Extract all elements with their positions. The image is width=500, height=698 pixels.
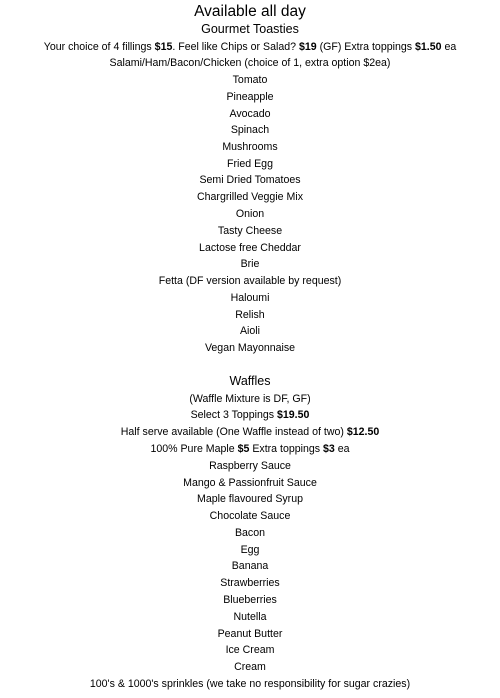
waffle-topping: Ice Cream [225, 644, 275, 656]
waffle-topping: 100's & 1000's sprinkles (we take no responsibility for sugar crazies) [89, 678, 411, 690]
toastie-item: Onion [235, 208, 265, 220]
waffle-half-line: Half serve available (One Waffle instead of two) $12.50 [120, 426, 380, 438]
waffle-mixture-note: (Waffle Mixture is DF, GF) [189, 393, 311, 405]
waffle-maple-line: 100% Pure Maple $5 Extra toppings $3 ea [150, 443, 350, 455]
toastie-item: Fetta (DF version available by request) [158, 275, 342, 287]
toastie-price: $15 [154, 41, 173, 53]
waffle-topping: Maple flavoured Syrup [197, 493, 303, 505]
waffle-topping: Mango & Passionfruit Sauce [183, 477, 317, 489]
toasties-heading: Gourmet Toasties [201, 22, 299, 36]
waffle-topping: Blueberries [223, 594, 277, 606]
toastie-item: Tasty Cheese [217, 225, 283, 237]
toastie-item: Spinach [230, 124, 270, 136]
toastie-item: Semi Dried Tomatoes [199, 174, 301, 186]
extra-topping-price: $1.50 [414, 41, 442, 53]
toastie-item: Chargrilled Veggie Mix [197, 191, 303, 203]
toastie-item: Salami/Ham/Bacon/Chicken (choice of 1, extra option $2ea) [109, 57, 391, 69]
waffle-topping: Strawberries [220, 577, 280, 589]
waffle-topping: Nutella [233, 611, 267, 623]
toastie-item: Mushrooms [222, 141, 278, 153]
waffle-topping: Peanut Butter [217, 628, 283, 640]
toastie-item: Pineapple [226, 91, 274, 103]
toasties-intro: Your choice of 4 fillings $15. Feel like Chips or Salad? $19 (GF) Extra toppings $1.50 ea [43, 41, 457, 53]
toastie-item: Vegan Mayonnaise [204, 342, 296, 354]
toastie-item: Brie [240, 258, 260, 270]
waffle-topping: Chocolate Sauce [209, 510, 291, 522]
toastie-item: Lactose free Cheddar [199, 242, 301, 254]
toastie-item: Aioli [239, 325, 261, 337]
waffle-topping: Egg [240, 544, 260, 556]
waffle-topping: Bacon [234, 527, 266, 539]
waffle-price: $19.50 [276, 409, 310, 421]
waffle-half-price: $12.50 [346, 426, 380, 438]
toastie-item: Avocado [229, 108, 271, 120]
waffle-extra-price: $3 [323, 443, 335, 455]
waffle-topping: Cream [234, 661, 266, 673]
waffle-select-line: Select 3 Toppings $19.50 [190, 409, 310, 421]
waffles-heading: Waffles [229, 374, 271, 388]
toastie-item: Tomato [232, 74, 268, 86]
toastie-chips-price: $19 [298, 41, 317, 53]
toastie-item: Haloumi [230, 292, 270, 304]
waffle-topping: Raspberry Sauce [209, 460, 291, 472]
waffle-topping: Banana [231, 560, 269, 572]
menu-title: Available all day [194, 3, 306, 20]
maple-price: $5 [237, 443, 250, 455]
toastie-item: Fried Egg [227, 158, 273, 170]
toastie-item: Relish [235, 309, 265, 321]
